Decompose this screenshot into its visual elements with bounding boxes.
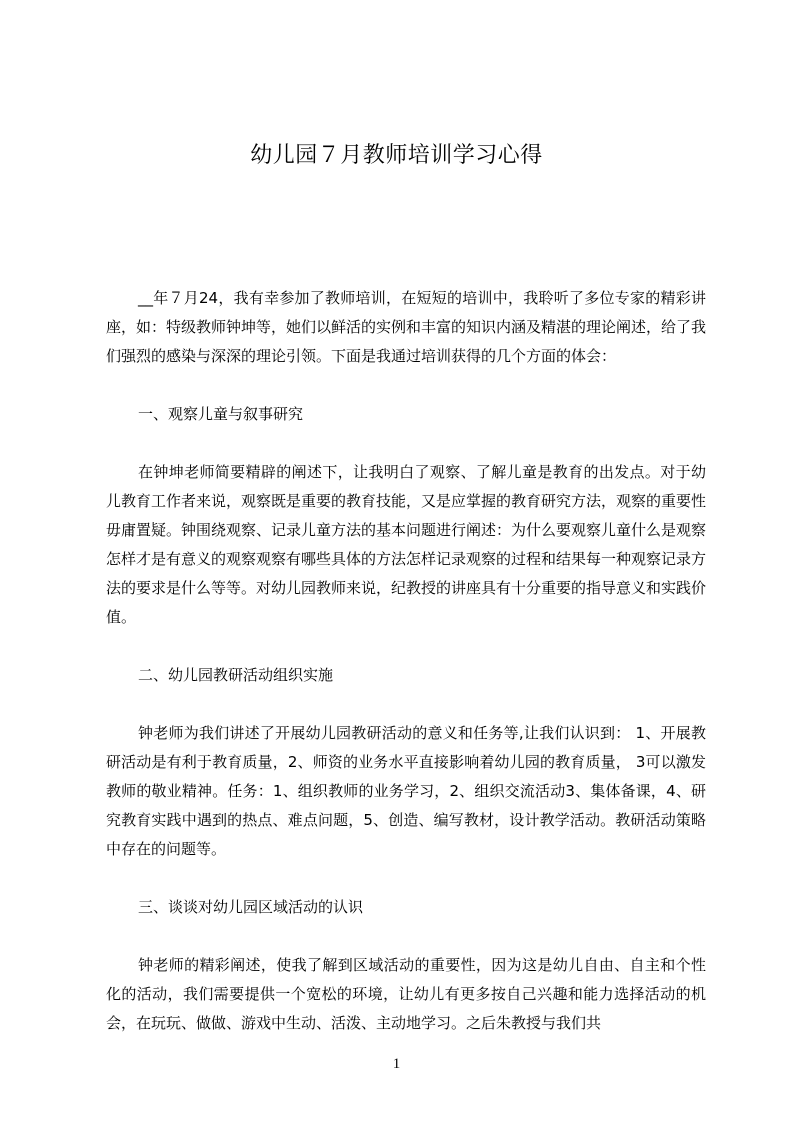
page-number: 1 — [392, 1056, 401, 1072]
paragraph-gap — [106, 371, 706, 400]
paragraph-gap — [106, 632, 706, 661]
section-heading-1: 一、观察儿童与叙事研究 — [138, 405, 304, 423]
document-body — [106, 284, 706, 1038]
intro-paragraph: __年７月24，我有幸参加了教师培训，在短短的培训中，我聆听了多位专家的精彩讲座，如：特级教师钟坤等，她们以鲜活的实例和丰富的知识内涵及精湛的理论阐述，给了我们强烈的感染与深深的理论引领。下面是我通过培训获得的几个方面的体会： — [106, 289, 707, 365]
document-title: 幼儿园７月教师培训学习心得 — [250, 143, 543, 168]
section-body-2: 钟老师为我们讲述了开展幼儿园教研活动的意义和任务等,让我们认识到： 1、开展教研活动是有利于教育质量，2、师资的业务水平直接影响着幼儿园的教育质量， 3可以激发教师的敬业精神。任务：1、组织教师的业务学习，2、组织交流活动3、集体备课，4、研究教育实践中遇到的热点、难点问题，5、创造、编写教材，设计教学活动。教研活动策略中存在的问题等。 — [106, 724, 706, 858]
section-body-1: 在钟坤老师简要精辟的阐述下，让我明白了观察、了解儿童是教育的出发点。对于幼儿教育工作者来说，观察既是重要的教育技能，又是应掌握的教育研究方法，观察的重要性毋庸置疑。钟围绕观察、记录儿童方法的基本问题进行阐述：为什么要观察儿童什么是观察怎样才是有意义的观察观察有哪些具体的方法怎样记录观察的过程和结果每一种观察记录方法的要求是什么等等。对幼儿园教师来说，纪教授的讲座具有十分重要的指导意义和实践价值。 — [106, 463, 707, 626]
paragraph-gap — [106, 864, 706, 893]
section-heading-3: 三、谈谈对幼儿园区域活动的认识 — [138, 898, 364, 916]
section-heading-2: 二、幼儿园教研活动组织实施 — [138, 666, 334, 684]
section-body-3: 钟老师的精彩阐述，使我了解到区域活动的重要性，因为这是幼儿自由、自主和个性化的活动，我们需要提供一个宽松的环境，让幼儿有更多按自己兴趣和能力选择活动的机会，在玩玩、做做、游戏中生动、活泼、主动地学习。之后朱教授与我们共 — [106, 956, 706, 1032]
